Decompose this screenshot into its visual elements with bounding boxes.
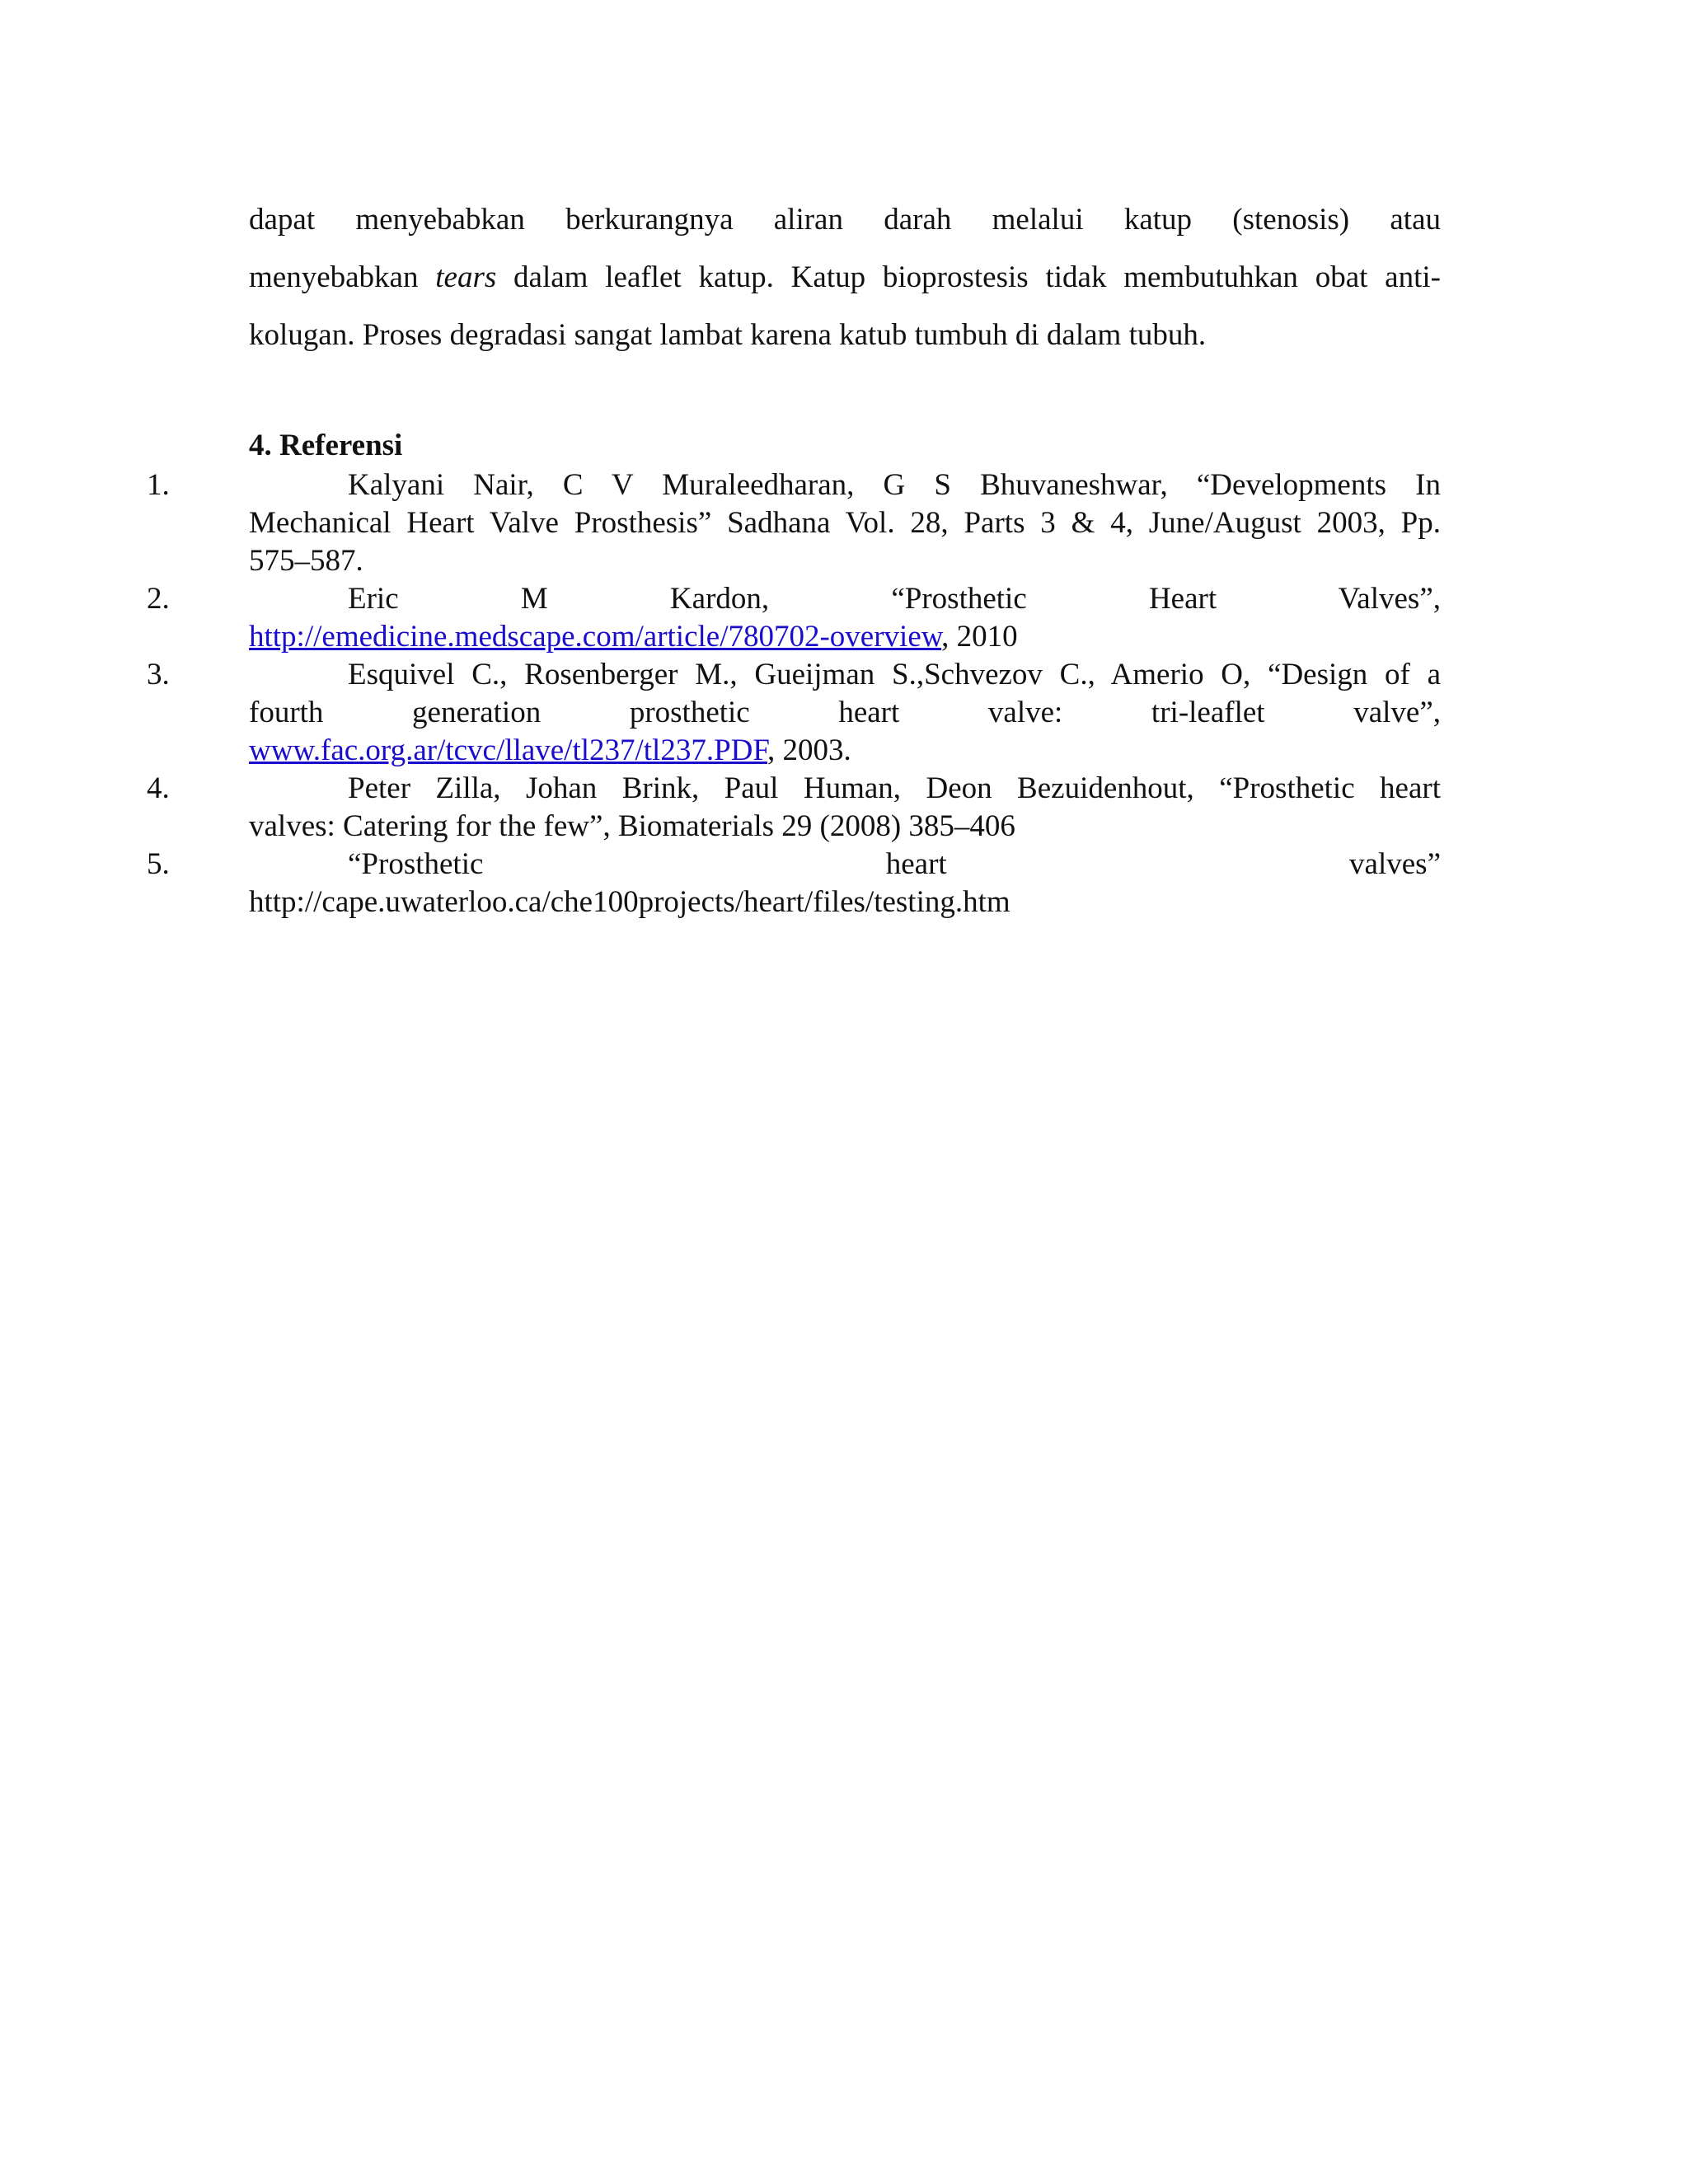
italic-term: tears (435, 260, 497, 294)
reference-line: 575–587. (249, 544, 363, 578)
reference-number: 3. (147, 658, 170, 691)
reference-number: 5. (147, 847, 170, 881)
reference-line: Mechanical Heart Valve Prosthesis” Sadhana Vol. 28, Parts 3 & 4, June/August 2003, Pp. (249, 506, 1441, 540)
reference-line: Eric M Kardon, “Prosthetic Heart Valves”, (348, 582, 1441, 616)
section-heading: 4. Referensi (249, 429, 403, 462)
reference-number: 2. (147, 582, 170, 616)
reference-line: Kalyani Nair, C V Muraleedharan, G S Bhuvaneshwar, “Developments In (348, 468, 1441, 502)
paragraph-text: dalam leaflet katup. Katup bioprostesis tidak membutuhkan obat anti- (496, 260, 1441, 294)
reference-line: Esquivel C., Rosenberger M., Gueijman S.,Schvezov C., Amerio O, “Design of a (348, 658, 1441, 691)
reference-line (249, 735, 1441, 766)
reference-line: Peter Zilla, Johan Brink, Paul Human, Deon Bezuidenhout, “Prosthetic heart (348, 771, 1441, 805)
reference-number: 4. (147, 771, 170, 805)
reference-link[interactable]: www.fac.org.ar/tcvc/llave/tl237/tl237.PDF (249, 733, 767, 767)
reference-line (249, 621, 1441, 652)
reference-line: “Prosthetic heart valves” (348, 847, 1441, 881)
paragraph-line-1: dapat menyebabkan berkurangnya aliran darah melalui katup (stenosis) atau (249, 203, 1441, 237)
reference-number: 1. (147, 468, 170, 502)
paragraph-line-2 (249, 262, 1441, 293)
reference-text: , 2003. (767, 733, 851, 767)
paragraph-text: menyebabkan (249, 260, 436, 294)
reference-line: valves: Catering for the few”, Biomaterials 29 (2008) 385–406 (249, 809, 1015, 843)
reference-line: http://cape.uwaterloo.ca/che100projects/heart/files/testing.htm (249, 885, 1010, 919)
reference-text: , 2010 (941, 620, 1018, 654)
reference-link[interactable]: http://emedicine.medscape.com/article/780702-overview (249, 620, 942, 654)
reference-line: fourth generation prosthetic heart valve: tri-leaflet valve”, (249, 696, 1441, 729)
paragraph-line-3: kolugan. Proses degradasi sangat lambat karena katub tumbuh di dalam tubuh. (249, 318, 1207, 352)
